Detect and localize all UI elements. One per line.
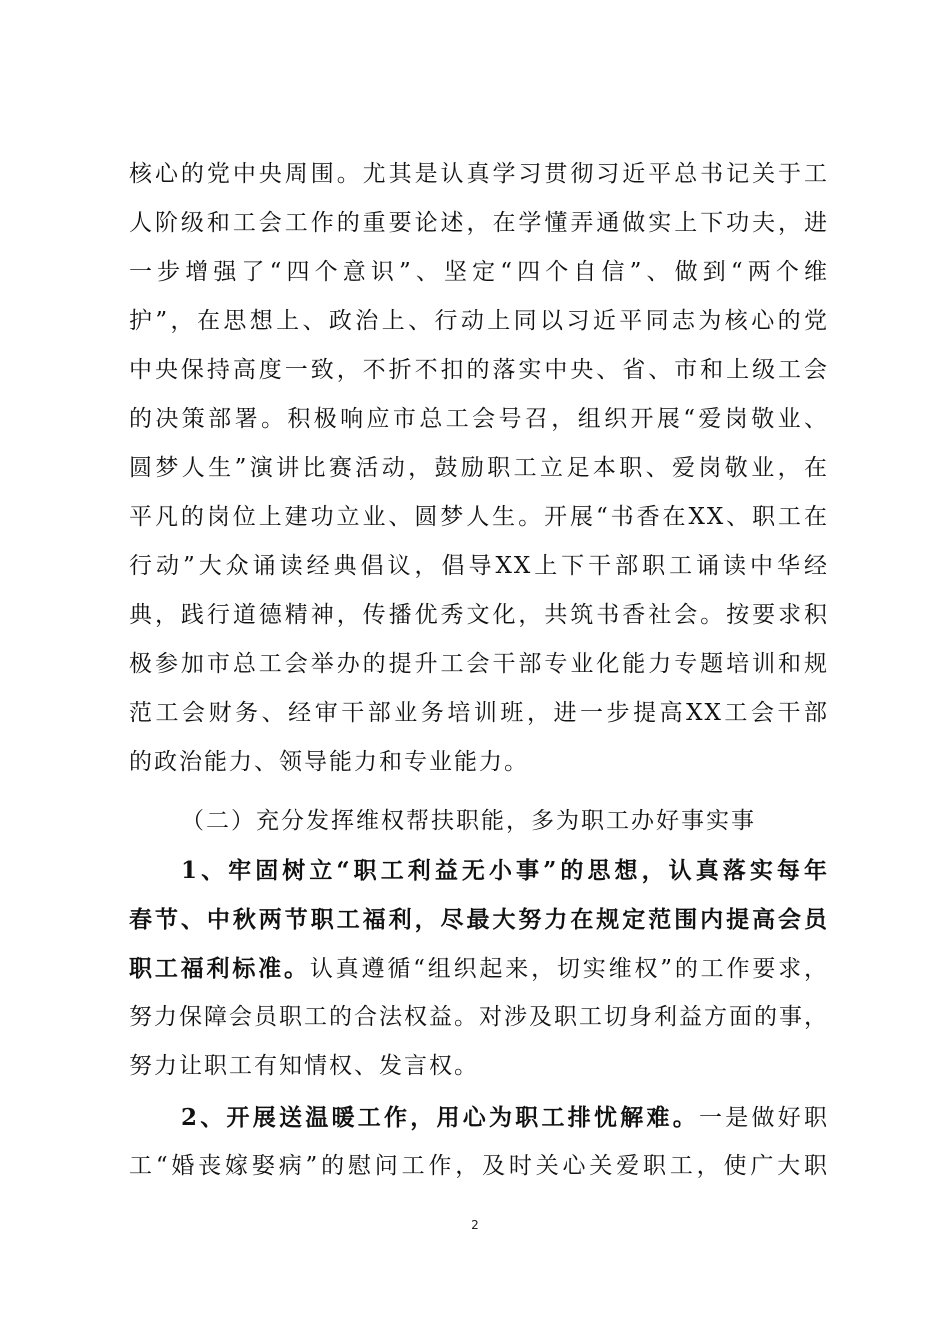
paragraph-1-line-4: 护”，在思想上、政治上、行动上同以习近平同志为核心的党 [129,308,829,334]
paragraph-1-line-7: 圆梦人生”演讲比赛活动，鼓励职工立足本职、爱岗敬业，在 [129,455,829,481]
page-number: 2 [471,1218,479,1232]
paragraph-1-line-13: 的政治能力、领导能力和专业能力。 [129,749,529,775]
item-2-bold-phrase: 2、开展送温暖工作，用心为职工排忧解难。 [181,1104,699,1131]
item-1-line-1: 1、牢固树立“职工利益无小事”的思想，认真落实每年 [181,857,829,884]
item-2-line-2: 工“婚丧嫁娶病”的慰问工作，及时关心关爱职工，使广大职 [129,1153,829,1179]
paragraph-1-line-12: 范工会财务、经审干部业务培训班，进一步提高XX工会干部 [129,700,829,726]
item-2-paragraph [129,1093,829,1191]
paragraph-1 [129,150,829,787]
item-1-line-2: 春节、中秋两节职工福利，尽最大努力在规定范围内提高会员 [129,906,829,933]
paragraph-1-line-9: 行动”大众诵读经典倡议，倡导XX上下干部职工诵读中华经 [129,553,829,579]
item-1-line-4: 努力保障会员职工的合法权益。对涉及职工切身利益方面的事， [129,1004,829,1030]
paragraph-1-line-3: 一步增强了“四个意识”、坚定“四个自信”、做到“两个维 [129,259,829,285]
item-2-normal-phrase: 一是做好职 [699,1105,829,1131]
paragraph-1-line-8: 平凡的岗位上建功立业、圆梦人生。开展“书香在XX、职工在 [129,504,829,530]
item-2-line-1 [129,1093,829,1142]
paragraph-1-line-6: 的决策部署。积极响应市总工会号召，组织开展“爱岗敬业、 [129,406,829,432]
item-1-line-5: 努力让职工有知情权、发言权。 [129,1053,479,1079]
paragraph-1-line-2: 人阶级和工会工作的重要论述，在学懂弄通做实上下功夫，进 [129,210,829,236]
section-heading: （二）充分发挥维权帮扶职能，多为职工办好事实事 [181,808,756,834]
item-1-paragraph [129,846,829,1091]
section-heading-block [129,797,829,846]
paragraph-1-line-5: 中央保持高度一致，不折不扣的落实中央、省、市和上级工会 [129,357,829,383]
paragraph-1-line-1: 核心的党中央周围。尤其是认真学习贯彻习近平总书记关于工 [129,161,829,187]
paragraph-1-line-10: 典，践行道德精神，传播优秀文化，共筑书香社会。按要求积 [129,602,829,628]
item-1-line-3 [129,944,829,993]
paragraph-1-line-11: 极参加市总工会举办的提升工会干部专业化能力专题培训和规 [129,651,829,677]
item-1-bold-phrase: 职工福利标准。 [129,955,310,982]
item-1-normal-phrase: 认真遵循“组织起来，切实维权”的工作要求， [309,956,829,982]
